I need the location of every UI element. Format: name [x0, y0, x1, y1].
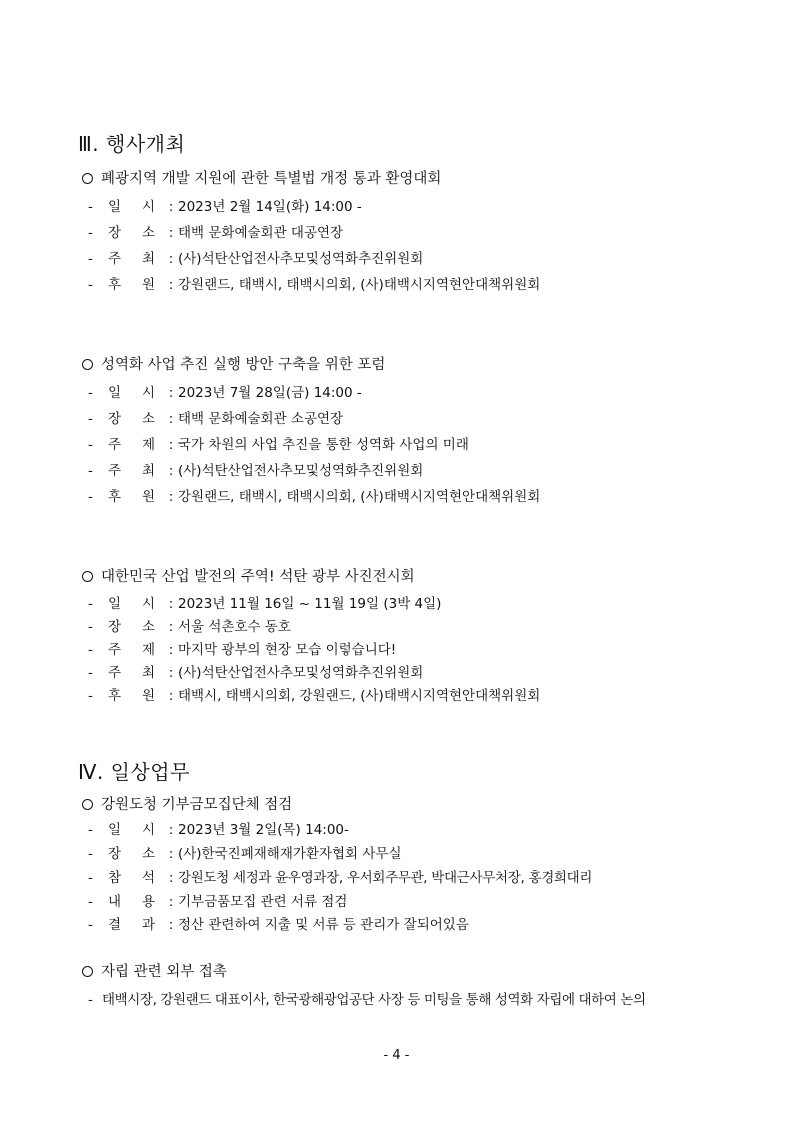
row-label: 원 [142, 688, 156, 704]
item-heading [82, 565, 415, 586]
detail-row: - 후 원 : 강원랜드, 태백시, 태백시의회, (사)태백시지역현안대책위원회 [88, 273, 540, 293]
row-label: 주 [108, 251, 122, 267]
row-label: 최 [142, 251, 156, 267]
row-label: 결 [108, 917, 122, 933]
item-title: 성역화 사업 추진 실행 방안 구축을 위한 포럼 [101, 357, 386, 373]
row-label: 제 [142, 437, 156, 453]
row-label: 일 [108, 596, 122, 612]
row-label: 후 [108, 489, 122, 505]
row-label: 장 [108, 619, 122, 635]
row-value: 마지막 광부의 현장 모습 이렇습니다! [178, 642, 397, 658]
row-label: 최 [142, 665, 156, 681]
detail-row: - 결 과 : 정산 관련하여 지출 및 서류 등 관리가 잘되어있음 [88, 913, 469, 933]
detail-row: - 주 최 : (사)석탄산업전사추모및성역화추진위원회 [88, 459, 423, 479]
row-value: 태백 문화예술회관 대공연장 [178, 225, 344, 241]
detail-row: - 장 소 : 태백 문화예술회관 대공연장 [88, 221, 343, 241]
row-value: (사)석탄산업전사추모및성역화추진위원회 [178, 665, 424, 681]
row-label: 후 [108, 688, 122, 704]
row-value: 강원랜드, 태백시, 태백시의회, (사)태백시지역현안대책위원회 [178, 489, 541, 505]
row-label: 원 [142, 277, 156, 293]
row-label: 일 [108, 385, 122, 401]
item-heading [82, 960, 227, 981]
row-label: 시 [142, 385, 156, 401]
row-label: 일 [108, 822, 122, 838]
row-value: 정산 관련하여 지출 및 서류 등 관리가 잘되어있음 [178, 917, 469, 933]
detail-row: - 일 시 : 2023년 7월 28일(금) 14:00 - [88, 381, 362, 401]
row-label: 주 [108, 642, 122, 658]
row-label: 소 [142, 411, 156, 427]
row-label: 시 [142, 199, 156, 215]
detail-row: - 주 최 : (사)석탄산업전사추모및성역화추진위원회 [88, 247, 423, 267]
row-label: 주 [108, 665, 122, 681]
section-heading-daily-work: Ⅳ. 일상업무 [78, 760, 190, 784]
detail-row: - 후 원 : 태백시, 태백시의회, 강원랜드, (사)태백시지역현안대책위원회 [88, 684, 540, 704]
item-title: 대한민국 산업 발전의 주역! 석탄 광부 사진전시회 [101, 569, 415, 585]
row-label: 참 [108, 870, 121, 886]
detail-row-free: - 태백시장, 강원랜드 대표이사, 한국광해광업공단 사장 등 미팅을 통해 성역화 자립에 대하여 논의 [88, 992, 646, 1008]
detail-row: - 참 석 : 강원도청 세정과 윤우영과장, 우서회주무관, 박대근사무처장, 홍경희대리 [88, 866, 592, 886]
row-label: 후 [108, 277, 122, 293]
row-value: (사)석탄산업전사추모및성역화추진위원회 [178, 251, 424, 267]
row-label: 주 [108, 463, 122, 479]
item-heading [82, 167, 441, 188]
section-heading-events: Ⅲ. 행사개최 [78, 132, 186, 156]
row-value: 강원도청 세정과 윤우영과장, 우서회주무관, 박대근사무처장, 홍경희대리 [178, 870, 593, 886]
row-value: 2023년 3월 2일(목) 14:00- [178, 822, 349, 838]
row-value: 태백 문화예술회관 소공연장 [178, 411, 344, 427]
row-label: 소 [142, 846, 156, 862]
detail-row: - 일 시 : 2023년 2월 14일(화) 14:00 - [88, 195, 362, 215]
detail-row: - 주 최 : (사)석탄산업전사추모및성역화추진위원회 [88, 661, 423, 681]
detail-row: - 장 소 : 태백 문화예술회관 소공연장 [88, 407, 343, 427]
row-label: 시 [142, 596, 156, 612]
row-value: 강원랜드, 태백시, 태백시의회, (사)태백시지역현안대책위원회 [178, 277, 541, 293]
detail-row: - 장 소 : (사)한국진폐재해재가환자협회 사무실 [88, 842, 401, 862]
row-label: 주 [108, 437, 122, 453]
row-value: 서울 석촌호수 동호 [178, 619, 291, 635]
row-label: 최 [142, 463, 156, 479]
row-label: 소 [142, 619, 156, 635]
item-title: 자립 관련 외부 접촉 [101, 964, 227, 980]
row-label: 소 [142, 225, 156, 241]
row-value: 태백시장, 강원랜드 대표이사, 한국광해광업공단 사장 등 미팅을 통해 성역화 자립에 대하여 논의 [102, 992, 646, 1008]
row-label: 내 [108, 894, 122, 910]
detail-row: - 일 시 : 2023년 11월 16일 ~ 11월 19일 (3박 4일) [88, 592, 441, 612]
item-title: 폐광지역 개발 지원에 관한 특별법 개정 통과 환영대회 [101, 171, 442, 187]
detail-row: - 장 소 : 서울 석촌호수 동호 [88, 615, 291, 635]
row-label: 일 [108, 199, 122, 215]
row-value: 국가 차원의 사업 추진을 통한 성역화 사업의 미래 [178, 437, 469, 453]
row-label: 원 [142, 489, 156, 505]
row-value: 2023년 2월 14일(화) 14:00 - [178, 199, 362, 215]
page-number: - 4 - [383, 1048, 410, 1063]
row-value: (사)한국진폐재해재가환자협회 사무실 [178, 846, 402, 862]
row-value: (사)석탄산업전사추모및성역화추진위원회 [178, 463, 424, 479]
row-label: 석 [142, 870, 155, 886]
row-label: 용 [142, 894, 156, 910]
item-heading [82, 353, 385, 374]
row-label: 과 [142, 917, 156, 933]
row-value: 기부금품모집 관련 서류 점검 [178, 894, 348, 910]
detail-row: - 주 제 : 마지막 광부의 현장 모습 이렇습니다! [88, 638, 396, 658]
row-label: 시 [142, 822, 156, 838]
row-value: 태백시, 태백시의회, 강원랜드, (사)태백시지역현안대책위원회 [178, 688, 541, 704]
circle-bullet-icon [82, 173, 93, 184]
circle-bullet-icon [82, 571, 93, 582]
detail-row: - 주 제 : 국가 차원의 사업 추진을 통한 성역화 사업의 미래 [88, 433, 469, 453]
circle-bullet-icon [82, 966, 93, 977]
detail-row: - 일 시 : 2023년 3월 2일(목) 14:00- [88, 818, 349, 838]
row-label: 장 [108, 846, 122, 862]
item-heading [82, 793, 292, 814]
row-label: 장 [108, 411, 122, 427]
circle-bullet-icon [82, 799, 93, 810]
item-title: 강원도청 기부금모집단체 점검 [101, 797, 293, 813]
detail-row: - 내 용 : 기부금품모집 관련 서류 점검 [88, 890, 347, 910]
row-value: 2023년 7월 28일(금) 14:00 - [178, 385, 362, 401]
row-value: 2023년 11월 16일 ~ 11월 19일 (3박 4일) [178, 596, 442, 612]
circle-bullet-icon [82, 359, 93, 370]
row-label: 장 [108, 225, 122, 241]
detail-row: - 후 원 : 강원랜드, 태백시, 태백시의회, (사)태백시지역현안대책위원회 [88, 485, 540, 505]
row-label: 제 [142, 642, 156, 658]
